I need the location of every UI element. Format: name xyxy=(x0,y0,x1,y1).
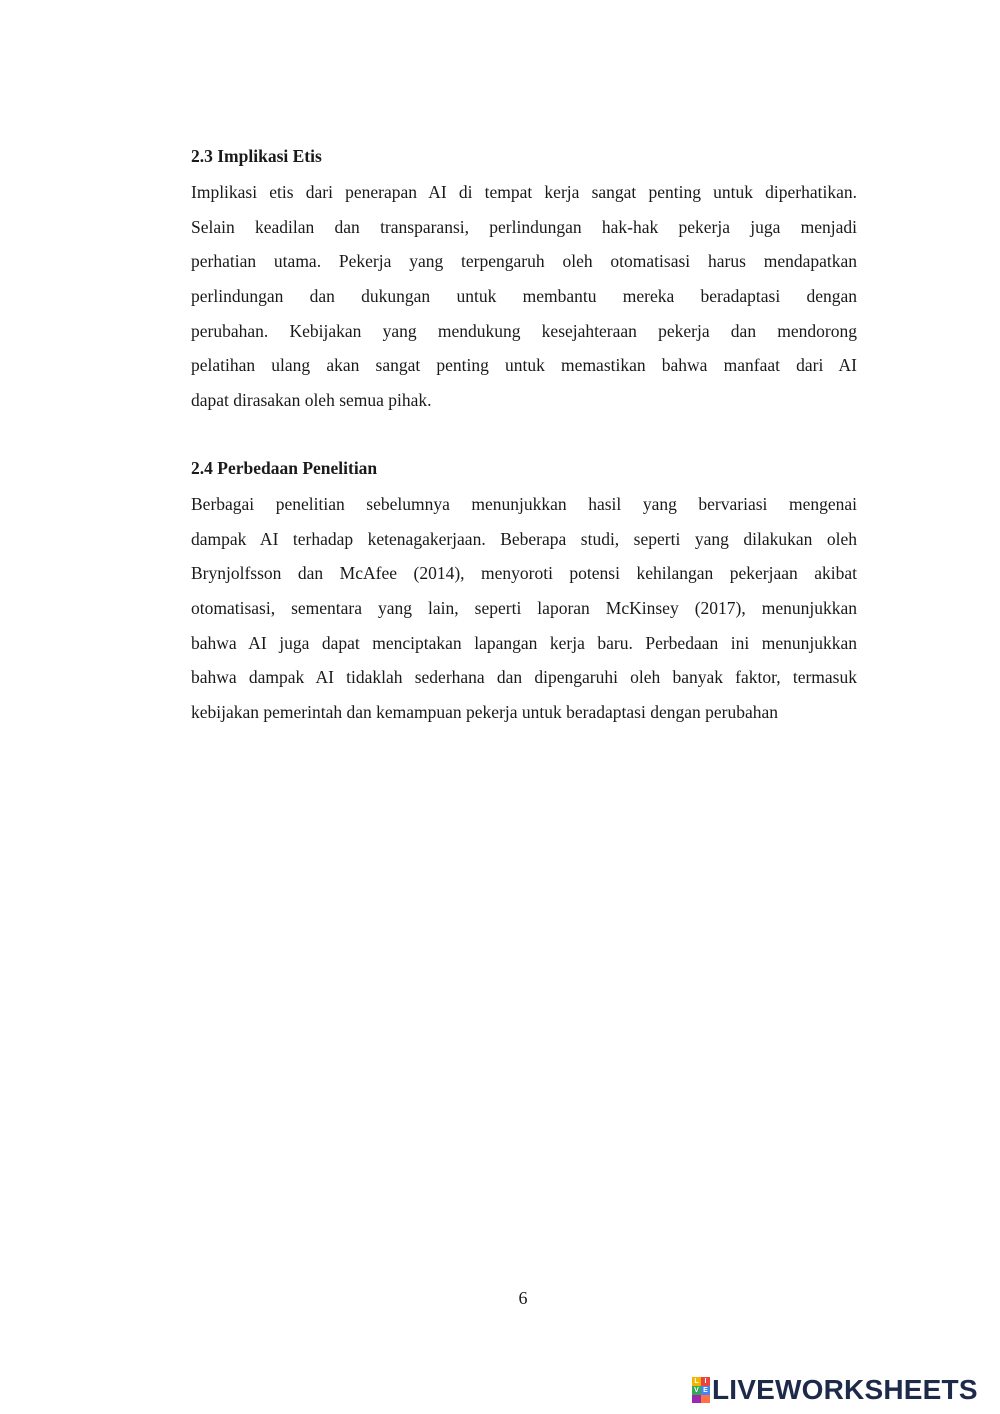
mark-block xyxy=(701,1395,710,1403)
paragraph-line: perubahan. Kebijakan yang mendukung kesejahteraan pekerja dan mendorong xyxy=(191,320,857,341)
mark-letter: L xyxy=(692,1377,701,1386)
mark-letter: I xyxy=(701,1377,710,1386)
page-number: 6 xyxy=(518,1288,528,1308)
paragraph-line: Brynjolfsson dan McAfee (2014), menyoroti potensi kehilangan pekerjaan akibat xyxy=(191,563,857,584)
section-paragraph xyxy=(191,175,857,418)
paragraph-line: otomatisasi, sementara yang lain, seperti laporan McKinsey (2017), menunjukkan xyxy=(191,598,857,619)
section-heading: 2.4 Perbedaan Penelitian xyxy=(191,458,378,478)
liveworksheets-wordmark: LIVEWORKSHEETS xyxy=(712,1374,978,1405)
paragraph-line: perhatian utama. Pekerja yang terpengaruh oleh otomatisasi harus mendapatkan xyxy=(191,251,857,272)
paragraph-line: Berbagai penelitian sebelumnya menunjukkan hasil yang bervariasi mengenai xyxy=(191,494,857,514)
paragraph-line: Selain keadilan dan transparansi, perlindungan hak-hak pekerja juga menjadi xyxy=(191,216,857,237)
section-implikasi-etis xyxy=(191,143,857,418)
section-paragraph xyxy=(191,487,857,730)
mark-letter: E xyxy=(701,1386,710,1395)
mark-letter: V xyxy=(692,1386,701,1395)
liveworksheets-mark-icon xyxy=(692,1377,710,1403)
paragraph-line: pelatihan ulang akan sangat penting untuk memastikan bahwa manfaat dari AI xyxy=(191,355,857,376)
paragraph-line: bahwa dampak AI tidaklah sederhana dan dipengaruhi oleh banyak faktor, termasuk xyxy=(191,667,857,688)
paragraph-line: dapat dirasakan oleh semua pihak. xyxy=(191,390,432,411)
paragraph-line: dampak AI terhadap ketenagakerjaan. Beberapa studi, seperti yang dilakukan oleh xyxy=(191,528,857,549)
paragraph-line: perlindungan dan dukungan untuk membantu mereka beradaptasi dengan xyxy=(191,286,857,307)
mark-block xyxy=(692,1395,701,1403)
paragraph-line: Implikasi etis dari penerapan AI di tempat kerja sangat penting untuk diperhatikan. xyxy=(191,182,857,202)
paragraph-line: bahwa AI juga dapat menciptakan lapangan kerja baru. Perbedaan ini menunjukkan xyxy=(191,632,857,653)
section-perbedaan-penelitian xyxy=(191,455,857,730)
liveworksheets-logo xyxy=(692,1375,978,1405)
section-heading: 2.3 Implikasi Etis xyxy=(191,146,322,166)
paragraph-line: kebijakan pemerintah dan kemampuan pekerja untuk beradaptasi dengan perubahan xyxy=(191,702,778,723)
